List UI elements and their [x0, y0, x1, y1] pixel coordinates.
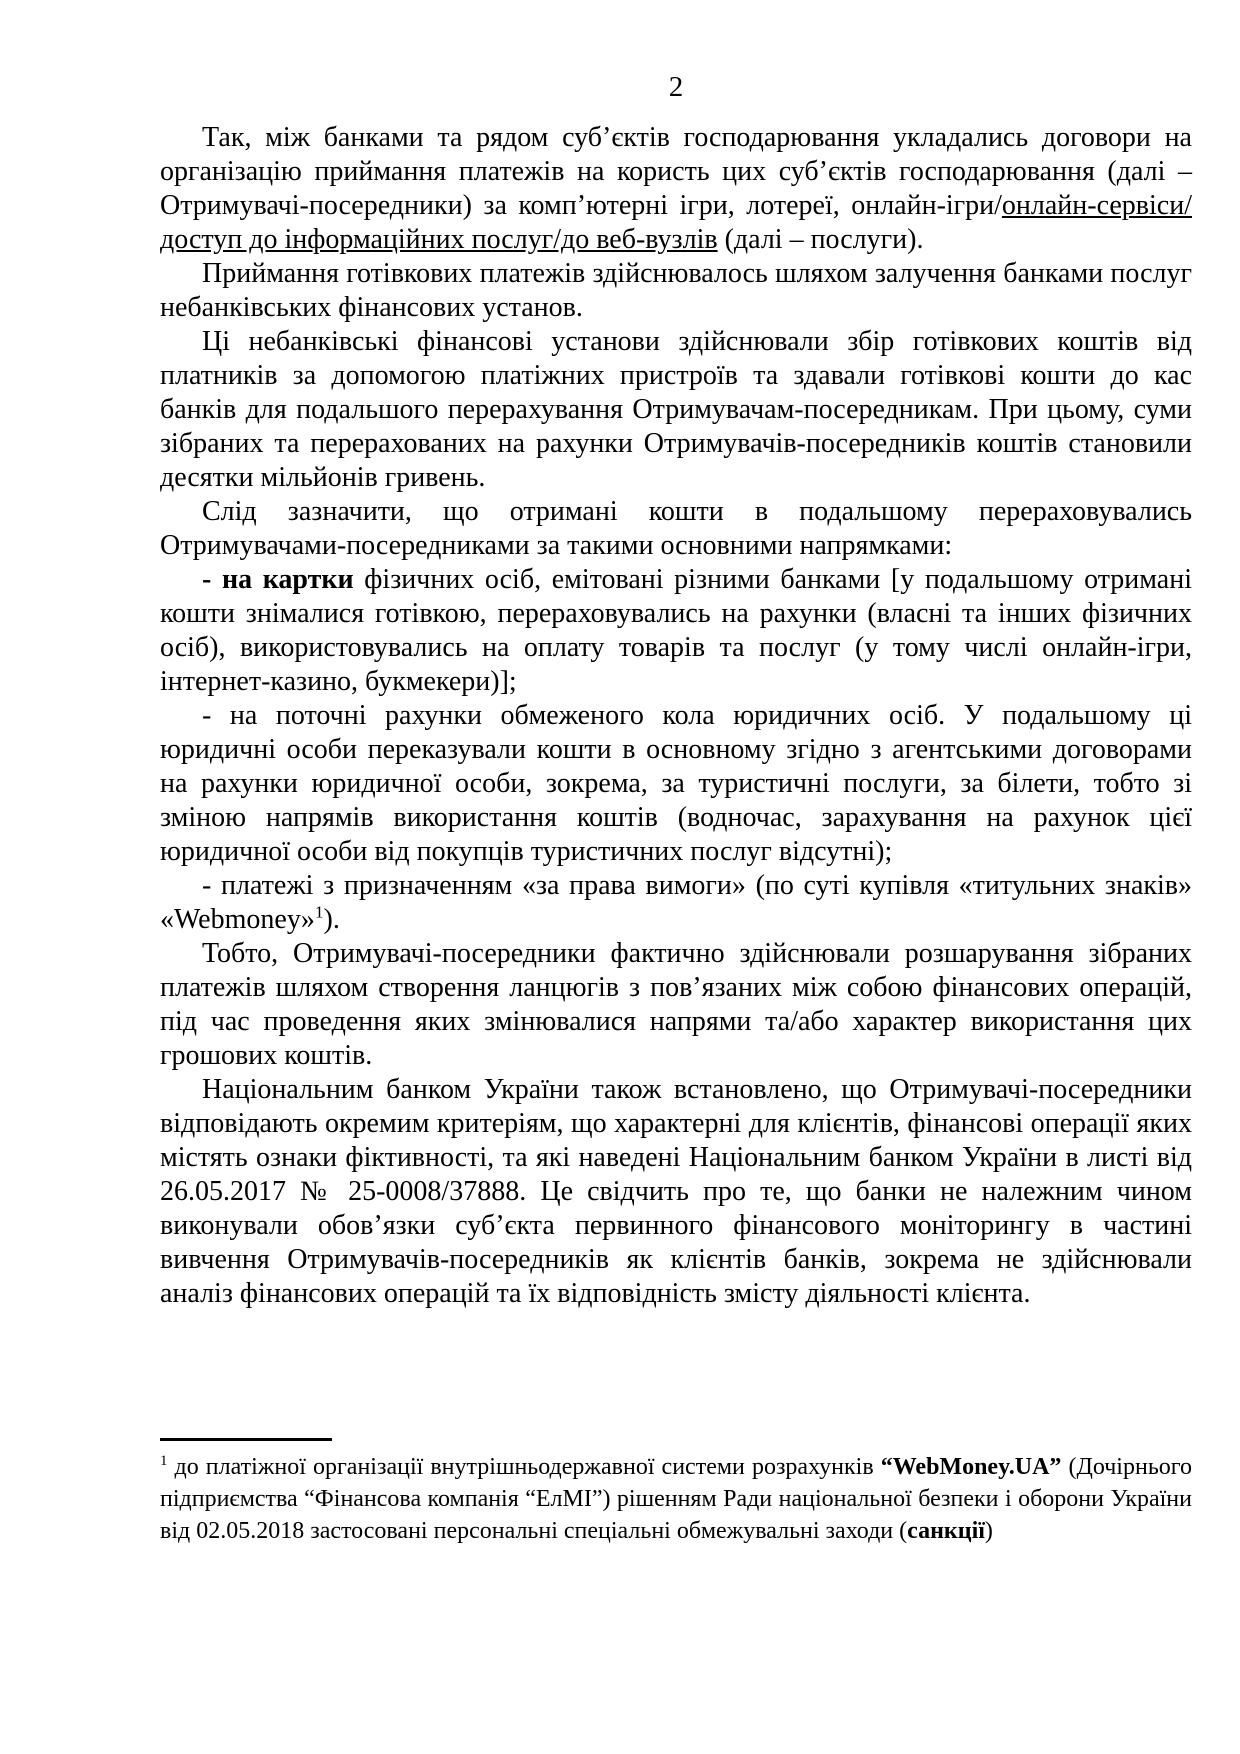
paragraph-7: - платежі з призначенням «за права вимоги» (по суті купівля «титульних знаків» «Webmoney»$^1$). [160, 870, 1192, 935]
paragraph-5: - на картки фізичних осіб, емітовані різними банками [у подальшому отримані кошти знімалися готівкою, перераховувались на рахунки (власні та інших фізичних осіб), використовувались на оплату товарів та послуг (у тому числі онлайн-ігри, інтернет-казино, букмекери)]; [160, 564, 1193, 697]
footnote-text: $^1$ до платіжної організації внутрішньодержавної системи розрахунків “WebMoney.UA” (Дочірнього підприємства “Фінансова компанія “ЕлМІ”) рішенням Ради національної безпеки і оборони України від 02.05.2018 застосовані персональні спеціальні обмежувальні заходи (санкції) [160, 1453, 1193, 1544]
paragraph-4: Слід зазначити, що отримані кошти в подальшому перераховувались Отримувачами-посередниками за такими основними напрямками: [160, 496, 1192, 561]
document-body [160, 121, 1192, 1311]
paragraph-3: Ці небанківські фінансові установи здійснювали збір готівкових коштів від платників за допомогою платіжних пристроїв та здавали готівкові кошти до кас банків для подальшого перерахування Отримувачам-посередникам. При цьому, суми зібраних та перерахованих на рахунки Отримувачів-посередників коштів становили десятки мільйонів гривень. [160, 326, 1192, 493]
paragraph-8: Тобто, Отримувачі-посередники фактично здійснювали розшарування зібраних платежів шляхом створення ланцюгів з пов’язаних між собою фінансових операцій, під час проведення яких змінювалися напрями та/або характер використання цих грошових коштів. [160, 938, 1192, 1071]
paragraph-6: - на поточні рахунки обмеженого кола юридичних осіб. У подальшому ці юридичні особи переказували кошти в основному згідно з агентськими договорами на рахунки юридичної особи, зокрема, за туристичні послуги, за білети, тобто зі зміною напрямів використання коштів (водночас, зарахування на рахунок цієї юридичної особи від покупців туристичних послуг відсутні); [160, 700, 1192, 867]
footnote-section [160, 1438, 1192, 1547]
footnote-separator-rule [160, 1438, 332, 1441]
paragraph-9: Національним банком України також встановлено, що Отримувачі-посередники відповідають окремим критеріям, що характерні для клієнтів, фінансові операції яких містять ознаки фіктивності, та які наведені Національним банком України в листі від 26.05.2017 № 25-0008/37888. Це свідчить про те, що банки не належним чином виконували обов’язки суб’єкта первинного фінансового моніторингу в частині вивчення Отримувачів-посередників як клієнтів банків, зокрема не здійснювали аналіз фінансових операцій та їх відповідність змісту діяльності клієнта. [160, 1074, 1192, 1309]
paragraph-1: Так, між банками та рядом суб’єктів господарювання укладались договори на організацію приймання платежів на користь цих суб’єктів господарювання (далі – Отримувачі-посередники) за комп’ютерні ігри, лотереї, онлайн-ігри/онлайн-сервіси/доступ до інформаційних послуг/до веб-вузлів (далі – послуги). [160, 122, 1192, 255]
paragraph-2: Приймання готівкових платежів здійснювалось шляхом залучення банками послуг небанківських фінансових установ. [160, 258, 1192, 323]
page-number: 2 [668, 71, 684, 103]
